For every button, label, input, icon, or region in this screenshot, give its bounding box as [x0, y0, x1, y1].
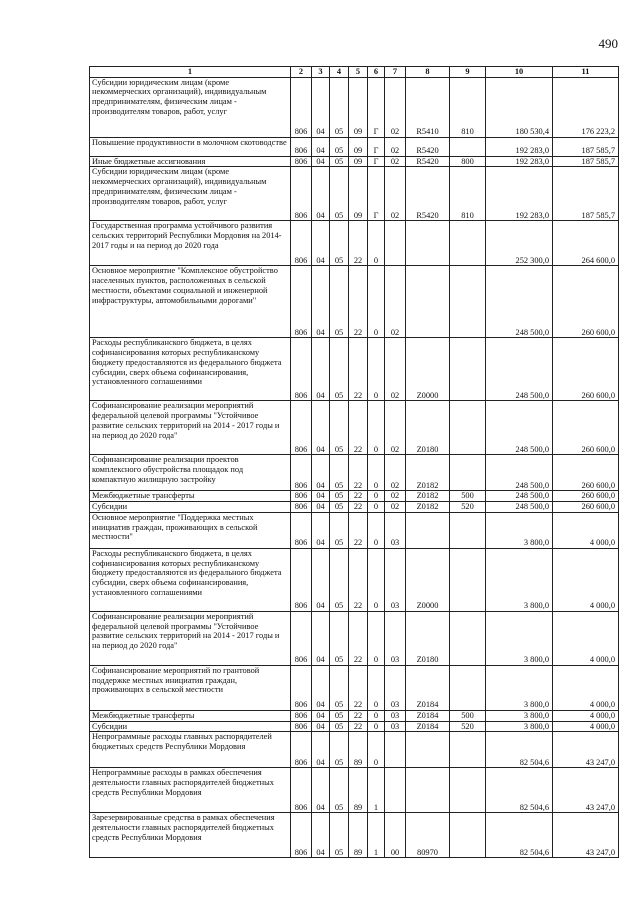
- row-cell-col-10: 192 283,0: [486, 156, 553, 167]
- row-cell-col-7: 03: [385, 710, 406, 721]
- row-cell-col-10: 3 800,0: [486, 548, 553, 611]
- table-row: [90, 455, 619, 491]
- row-cell-col-3: 04: [312, 502, 330, 513]
- row-cell-col-6: Г: [368, 167, 385, 221]
- row-cell-col-9: [450, 137, 486, 156]
- row-cell-col-6: 0: [368, 710, 385, 721]
- row-name-cell: Расходы республиканского бюджета, в целях софинансирования которых республиканскому бюджету предоставляются из федерального бюджета субсидии, сверх объема софинансирования, установленного соглашениями: [90, 548, 291, 611]
- row-cell-col-11: 260 600,0: [553, 266, 619, 338]
- header-row: [90, 67, 619, 78]
- row-cell-col-5: 22: [349, 401, 368, 455]
- row-cell-col-8: Z0180: [406, 401, 450, 455]
- row-cell-col-8: [406, 266, 450, 338]
- row-cell-col-7: 02: [385, 137, 406, 156]
- row-cell-col-7: [385, 732, 406, 768]
- table-row: [90, 512, 619, 548]
- page-number: 490: [598, 36, 618, 51]
- row-cell-col-9: [450, 813, 486, 858]
- table-body: [90, 77, 619, 858]
- row-cell-col-8: Z0000: [406, 548, 450, 611]
- row-cell-col-5: 09: [349, 156, 368, 167]
- column-header-4: 4: [330, 67, 349, 78]
- row-cell-col-7: 02: [385, 401, 406, 455]
- column-header-7: 7: [385, 67, 406, 78]
- row-cell-col-10: 180 530,4: [486, 77, 553, 137]
- row-cell-col-11: 260 600,0: [553, 491, 619, 502]
- row-cell-col-6: 0: [368, 721, 385, 732]
- row-cell-col-4: 05: [330, 338, 349, 401]
- row-cell-col-6: 0: [368, 732, 385, 768]
- row-cell-col-4: 05: [330, 156, 349, 167]
- row-cell-col-5: 22: [349, 721, 368, 732]
- row-cell-col-9: [450, 512, 486, 548]
- row-cell-col-8: Z0184: [406, 710, 450, 721]
- row-cell-col-9: 500: [450, 491, 486, 502]
- row-cell-col-6: 0: [368, 665, 385, 710]
- row-cell-col-5: 22: [349, 502, 368, 513]
- row-cell-col-2: 806: [291, 266, 312, 338]
- row-cell-col-2: 806: [291, 512, 312, 548]
- row-cell-col-11: 4 000,0: [553, 665, 619, 710]
- table-row: [90, 338, 619, 401]
- column-header-5: 5: [349, 67, 368, 78]
- row-cell-col-7: 02: [385, 77, 406, 137]
- row-cell-col-10: 3 800,0: [486, 611, 553, 665]
- row-cell-col-7: 03: [385, 721, 406, 732]
- row-cell-col-8: Z0000: [406, 338, 450, 401]
- column-header-11: 11: [553, 67, 619, 78]
- row-cell-col-2: 806: [291, 156, 312, 167]
- table-row: [90, 548, 619, 611]
- row-cell-col-3: 04: [312, 813, 330, 858]
- row-cell-col-2: 806: [291, 768, 312, 813]
- row-cell-col-7: 00: [385, 813, 406, 858]
- row-cell-col-6: 0: [368, 221, 385, 266]
- row-cell-col-11: 264 600,0: [553, 221, 619, 266]
- table-row: [90, 137, 619, 156]
- row-cell-col-7: [385, 768, 406, 813]
- row-cell-col-3: 04: [312, 77, 330, 137]
- column-header-8: 8: [406, 67, 450, 78]
- row-cell-col-6: Г: [368, 77, 385, 137]
- row-cell-col-9: [450, 338, 486, 401]
- row-name-cell: Основное мероприятие "Комплексное обустройство населенных пунктов, расположенных в сельской местности, объектами социальной и инженерной инфраструктуры, автомобильными дорогами": [90, 266, 291, 338]
- row-cell-col-5: 22: [349, 455, 368, 491]
- row-cell-col-5: 09: [349, 167, 368, 221]
- row-cell-col-11: 187 585,7: [553, 167, 619, 221]
- row-cell-col-8: Z0182: [406, 502, 450, 513]
- table-row: [90, 156, 619, 167]
- table-row: [90, 710, 619, 721]
- column-header-6: 6: [368, 67, 385, 78]
- row-cell-col-5: 22: [349, 512, 368, 548]
- row-cell-col-6: 0: [368, 491, 385, 502]
- row-cell-col-10: 252 300,0: [486, 221, 553, 266]
- row-cell-col-11: 176 223,2: [553, 77, 619, 137]
- table-row: [90, 502, 619, 513]
- budget-table: [89, 66, 619, 858]
- row-cell-col-9: 800: [450, 156, 486, 167]
- row-cell-col-5: 22: [349, 548, 368, 611]
- row-name-cell: Субсидии юридическим лицам (кроме некоммерческих организаций), индивидуальным предпринимателям, физическим лицам - производителям товаров, работ, услуг: [90, 167, 291, 221]
- row-cell-col-11: 4 000,0: [553, 710, 619, 721]
- row-cell-col-5: 22: [349, 491, 368, 502]
- table-row: [90, 721, 619, 732]
- row-cell-col-6: Г: [368, 137, 385, 156]
- row-cell-col-10: 192 283,0: [486, 167, 553, 221]
- row-name-cell: Зарезервированные средства в рамках обеспечения деятельности главных распорядителей бюджетных средств Республики Мордовия: [90, 813, 291, 858]
- row-cell-col-2: 806: [291, 813, 312, 858]
- row-cell-col-11: 187 585,7: [553, 156, 619, 167]
- row-cell-col-3: 04: [312, 548, 330, 611]
- row-cell-col-4: 05: [330, 502, 349, 513]
- row-cell-col-6: 0: [368, 401, 385, 455]
- row-cell-col-3: 04: [312, 512, 330, 548]
- row-cell-col-8: R5420: [406, 137, 450, 156]
- row-cell-col-7: 02: [385, 266, 406, 338]
- table-row: [90, 401, 619, 455]
- row-cell-col-9: [450, 266, 486, 338]
- row-cell-col-5: 22: [349, 266, 368, 338]
- row-cell-col-6: 0: [368, 455, 385, 491]
- row-cell-col-11: 4 000,0: [553, 512, 619, 548]
- row-cell-col-8: Z0184: [406, 721, 450, 732]
- row-cell-col-9: [450, 732, 486, 768]
- row-cell-col-5: 22: [349, 611, 368, 665]
- row-cell-col-4: 05: [330, 266, 349, 338]
- row-cell-col-6: 0: [368, 548, 385, 611]
- row-cell-col-2: 806: [291, 548, 312, 611]
- row-cell-col-11: 187 585,7: [553, 137, 619, 156]
- row-cell-col-7: 03: [385, 665, 406, 710]
- row-name-cell: Основное мероприятие "Поддержка местных инициатив граждан, проживающих в сельской местности": [90, 512, 291, 548]
- row-cell-col-8: Z0182: [406, 455, 450, 491]
- row-cell-col-6: 0: [368, 512, 385, 548]
- row-cell-col-3: 04: [312, 732, 330, 768]
- row-cell-col-9: 810: [450, 167, 486, 221]
- row-cell-col-11: 260 600,0: [553, 502, 619, 513]
- row-cell-col-10: 82 504,6: [486, 813, 553, 858]
- row-cell-col-10: 248 500,0: [486, 338, 553, 401]
- row-cell-col-10: 3 800,0: [486, 512, 553, 548]
- row-cell-col-5: 22: [349, 338, 368, 401]
- row-cell-col-10: 248 500,0: [486, 401, 553, 455]
- row-cell-col-6: 0: [368, 338, 385, 401]
- row-cell-col-4: 05: [330, 665, 349, 710]
- row-cell-col-9: [450, 665, 486, 710]
- column-header-9: 9: [450, 67, 486, 78]
- row-cell-col-10: 192 283,0: [486, 137, 553, 156]
- row-cell-col-3: 04: [312, 137, 330, 156]
- column-header-10: 10: [486, 67, 553, 78]
- table-row: [90, 813, 619, 858]
- row-cell-col-6: 1: [368, 768, 385, 813]
- row-cell-col-11: 43 247,0: [553, 768, 619, 813]
- row-cell-col-5: 09: [349, 137, 368, 156]
- row-cell-col-8: [406, 768, 450, 813]
- row-cell-col-7: 02: [385, 491, 406, 502]
- row-cell-col-10: 3 800,0: [486, 710, 553, 721]
- row-cell-col-4: 05: [330, 768, 349, 813]
- row-cell-col-10: 82 504,6: [486, 732, 553, 768]
- row-cell-col-11: 260 600,0: [553, 455, 619, 491]
- row-cell-col-4: 05: [330, 455, 349, 491]
- row-cell-col-4: 05: [330, 721, 349, 732]
- row-name-cell: Повышение продуктивности в молочном скотоводстве: [90, 137, 291, 156]
- row-name-cell: Межбюджетные трансферты: [90, 710, 291, 721]
- row-cell-col-7: 03: [385, 548, 406, 611]
- row-cell-col-10: 248 500,0: [486, 455, 553, 491]
- row-cell-col-3: 04: [312, 167, 330, 221]
- row-cell-col-9: 500: [450, 710, 486, 721]
- row-cell-col-8: Z0182: [406, 491, 450, 502]
- row-cell-col-8: Z0180: [406, 611, 450, 665]
- row-cell-col-11: 43 247,0: [553, 732, 619, 768]
- row-name-cell: Субсидии: [90, 502, 291, 513]
- row-cell-col-2: 806: [291, 167, 312, 221]
- row-cell-col-2: 806: [291, 137, 312, 156]
- row-cell-col-6: Г: [368, 156, 385, 167]
- row-cell-col-7: 02: [385, 156, 406, 167]
- row-cell-col-2: 806: [291, 491, 312, 502]
- row-cell-col-6: 0: [368, 502, 385, 513]
- row-cell-col-2: 806: [291, 338, 312, 401]
- row-cell-col-3: 04: [312, 665, 330, 710]
- row-cell-col-7: 02: [385, 167, 406, 221]
- table-row: [90, 768, 619, 813]
- row-name-cell: Иные бюджетные ассигнования: [90, 156, 291, 167]
- row-cell-col-11: 260 600,0: [553, 338, 619, 401]
- row-cell-col-4: 05: [330, 548, 349, 611]
- row-cell-col-3: 04: [312, 401, 330, 455]
- row-cell-col-2: 806: [291, 502, 312, 513]
- row-cell-col-3: 04: [312, 491, 330, 502]
- row-cell-col-4: 05: [330, 137, 349, 156]
- row-cell-col-8: [406, 512, 450, 548]
- row-cell-col-11: 4 000,0: [553, 721, 619, 732]
- row-cell-col-3: 04: [312, 710, 330, 721]
- row-cell-col-2: 806: [291, 732, 312, 768]
- row-cell-col-11: 4 000,0: [553, 548, 619, 611]
- row-cell-col-10: 248 500,0: [486, 502, 553, 513]
- row-cell-col-7: 03: [385, 512, 406, 548]
- row-cell-col-2: 806: [291, 221, 312, 266]
- row-name-cell: Государственная программа устойчивого развития сельских территорий Республики Мордовия на 2014-2017 годы и на период до 2020 года: [90, 221, 291, 266]
- row-cell-col-10: 248 500,0: [486, 266, 553, 338]
- row-cell-col-5: 89: [349, 813, 368, 858]
- row-cell-col-6: 0: [368, 611, 385, 665]
- row-cell-col-8: [406, 221, 450, 266]
- row-name-cell: Софинансирование реализации мероприятий федеральной целевой программы "Устойчивое развитие сельских территорий на 2014 - 2017 годы и на период до 2020 года": [90, 611, 291, 665]
- row-cell-col-8: 80970: [406, 813, 450, 858]
- row-cell-col-2: 806: [291, 77, 312, 137]
- row-cell-col-4: 05: [330, 221, 349, 266]
- table-row: [90, 611, 619, 665]
- row-cell-col-9: [450, 455, 486, 491]
- row-cell-col-3: 04: [312, 721, 330, 732]
- row-name-cell: Субсидии: [90, 721, 291, 732]
- row-cell-col-3: 04: [312, 768, 330, 813]
- row-cell-col-5: 22: [349, 665, 368, 710]
- row-cell-col-2: 806: [291, 710, 312, 721]
- row-cell-col-2: 806: [291, 401, 312, 455]
- row-cell-col-3: 04: [312, 611, 330, 665]
- row-cell-col-5: 22: [349, 221, 368, 266]
- row-cell-col-9: 520: [450, 721, 486, 732]
- row-cell-col-5: 22: [349, 710, 368, 721]
- row-cell-col-9: [450, 548, 486, 611]
- row-name-cell: Софинансирование реализации мероприятий федеральной целевой программы "Устойчивое развитие сельских территорий на 2014 - 2017 годы и на период до 2020 года": [90, 401, 291, 455]
- row-cell-col-11: 4 000,0: [553, 611, 619, 665]
- table-row: [90, 491, 619, 502]
- column-header-2: 2: [291, 67, 312, 78]
- row-cell-col-2: 806: [291, 611, 312, 665]
- row-cell-col-9: 520: [450, 502, 486, 513]
- row-cell-col-9: 810: [450, 77, 486, 137]
- row-cell-col-5: 09: [349, 77, 368, 137]
- row-cell-col-4: 05: [330, 732, 349, 768]
- row-cell-col-3: 04: [312, 455, 330, 491]
- column-header-3: 3: [312, 67, 330, 78]
- row-cell-col-8: R5420: [406, 167, 450, 221]
- row-cell-col-7: [385, 221, 406, 266]
- row-cell-col-10: 3 800,0: [486, 721, 553, 732]
- row-cell-col-7: 02: [385, 338, 406, 401]
- row-cell-col-9: [450, 768, 486, 813]
- table-row: [90, 732, 619, 768]
- row-cell-col-10: 248 500,0: [486, 491, 553, 502]
- row-cell-col-8: R5420: [406, 156, 450, 167]
- row-name-cell: Непрограммные расходы в рамках обеспечения деятельности главных распорядителей бюджетных средств Республики Мордовия: [90, 768, 291, 813]
- row-name-cell: Субсидии юридическим лицам (кроме некоммерческих организаций), индивидуальным предпринимателям, физическим лицам - производителям товаров, работ, услуг: [90, 77, 291, 137]
- row-cell-col-10: 3 800,0: [486, 665, 553, 710]
- row-cell-col-9: [450, 611, 486, 665]
- row-name-cell: Межбюджетные трансферты: [90, 491, 291, 502]
- row-cell-col-9: [450, 221, 486, 266]
- row-cell-col-8: R5410: [406, 77, 450, 137]
- row-cell-col-2: 806: [291, 455, 312, 491]
- row-cell-col-5: 89: [349, 732, 368, 768]
- row-cell-col-8: [406, 732, 450, 768]
- row-cell-col-2: 806: [291, 665, 312, 710]
- table-row: [90, 665, 619, 710]
- row-cell-col-4: 05: [330, 401, 349, 455]
- row-name-cell: Софинансирование мероприятий по грантовой поддержке местных инициатив граждан, проживающих в сельской местности: [90, 665, 291, 710]
- row-cell-col-2: 806: [291, 721, 312, 732]
- table-header: [90, 67, 619, 78]
- row-cell-col-7: 03: [385, 611, 406, 665]
- row-name-cell: Непрограммные расходы главных распорядителей бюджетных средств Республики Мордовия: [90, 732, 291, 768]
- row-cell-col-11: 260 600,0: [553, 401, 619, 455]
- row-cell-col-6: 1: [368, 813, 385, 858]
- table-row: [90, 167, 619, 221]
- row-cell-col-4: 05: [330, 77, 349, 137]
- row-cell-col-6: 0: [368, 266, 385, 338]
- row-name-cell: Расходы республиканского бюджета, в целях софинансирования которых республиканскому бюджету предоставляются из федерального бюджета субсидии, сверх объема софинансирования, установленного соглашениями: [90, 338, 291, 401]
- row-cell-col-3: 04: [312, 338, 330, 401]
- table-row: [90, 221, 619, 266]
- row-cell-col-8: Z0184: [406, 665, 450, 710]
- row-cell-col-10: 82 504,6: [486, 768, 553, 813]
- row-cell-col-4: 05: [330, 813, 349, 858]
- row-cell-col-3: 04: [312, 221, 330, 266]
- row-cell-col-5: 89: [349, 768, 368, 813]
- row-cell-col-3: 04: [312, 266, 330, 338]
- row-cell-col-9: [450, 401, 486, 455]
- row-cell-col-4: 05: [330, 611, 349, 665]
- table-row: [90, 266, 619, 338]
- row-cell-col-7: 02: [385, 455, 406, 491]
- row-name-cell: Софинансирование реализации проектов комплексного обустройства площадок под компактную жилищную застройку: [90, 455, 291, 491]
- row-cell-col-3: 04: [312, 156, 330, 167]
- row-cell-col-11: 43 247,0: [553, 813, 619, 858]
- row-cell-col-4: 05: [330, 512, 349, 548]
- table-row: [90, 77, 619, 137]
- row-cell-col-4: 05: [330, 167, 349, 221]
- row-cell-col-7: 02: [385, 502, 406, 513]
- row-cell-col-4: 05: [330, 491, 349, 502]
- row-cell-col-4: 05: [330, 710, 349, 721]
- column-header-1: 1: [90, 67, 291, 78]
